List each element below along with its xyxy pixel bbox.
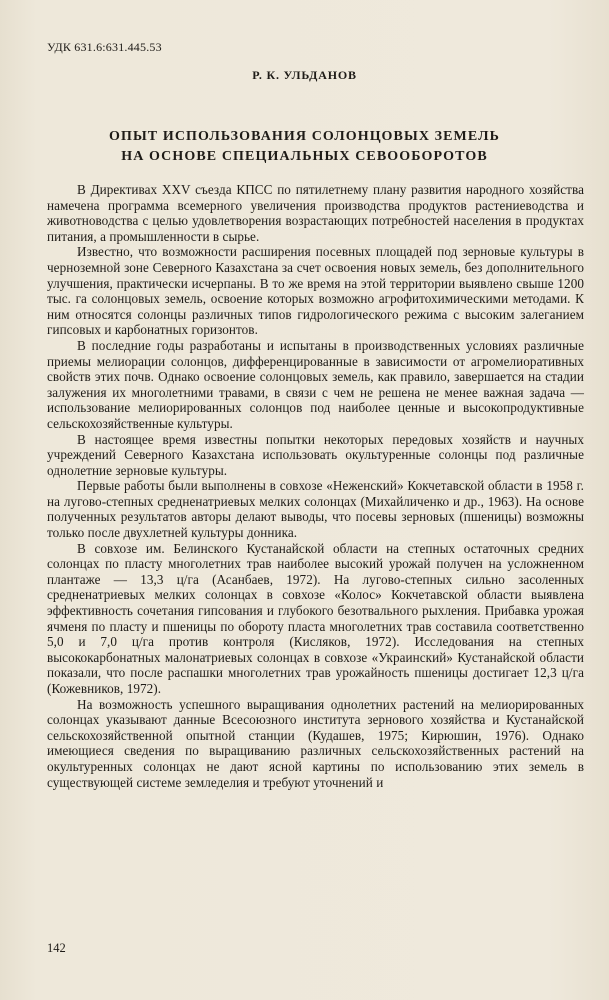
paragraph: Известно, что возможности расширения посевных площадей под зерновые культуры в черноземной зоне Северного Казахстана за счет освоения новых земель, без дополнительного улучшения, практически исчерпаны. В то же время на этой территории выявлено свыше 1200 тыс. га солонцовых земель, освоение которых возможно агрофитохимическими методами. К ним относятся солонцы различных типов гидрологического режима с высоким залеганием гипсовых и карбонатных горизонтов. [47, 244, 584, 338]
paragraph: На возможность успешного выращивания однолетних растений на мелиорированных солонцах указывают данные Всесоюзного института зернового хозяйства и Кустанайской сельскохозяйственной опытной станции (Кудашев, 1975; Кирюшин, 1976). Однако имеющиеся сведения по выращиванию различных сельскохозяйственных растений на окультуренных солонцах не дают ясной картины по использованию этих земель в существующей системе земледелия и требуют уточнений и [47, 696, 584, 790]
udc-code: УДК 631.6:631.445.53 [47, 40, 162, 54]
paragraph: В настоящее время известны попытки некоторых передовых хозяйств и научных учреждений Северного Казахстана использовать окультуренные солонцы под различные однолетние зерновые культуры. [47, 431, 584, 478]
article-title [0, 127, 609, 167]
paragraph: В последние годы разработаны и испытаны в производственных условиях различные приемы мелиорации солонцов, дифференцированные в зависимости от агромелиоративных свойств этих почв. Однако освоение солонцовых земель, как правило, завершается на стадии залужения их многолетними травами, в связи с чем не решена не менее важная задача — использование мелиорированных солонцов под наиболее ценные и высокопродуктивные сельскохозяйственные культуры. [47, 337, 584, 431]
author-name: Р. К. УЛЬДАНОВ [252, 68, 357, 82]
article-body [47, 182, 584, 790]
title-line-2: НА ОСНОВЕ СПЕЦИАЛЬНЫХ СЕВООБОРОТОВ [121, 149, 488, 164]
paragraph: В Директивах XXV съезда КПСС по пятилетнему плану развития народного хозяйства намечена программа всемерного увеличения производства продуктов растениеводства и животноводства с целью удовлетворения возрастающих потребностей населения в продуктах питания, а промышленности в сырье. [47, 182, 584, 244]
page-number: 142 [47, 941, 66, 955]
paragraph: Первые работы были выполнены в совхозе «Неженский» Кокчетавской области в 1958 г. на лугово-степных средненатриевых мелких солонцах (Михайличенко и др., 1963). На основе полученных результатов авторы делают выводы, что посевы зерновых (пшеницы) возможны только после двухлетней культуры донника. [47, 478, 584, 541]
paragraph: В совхозе им. Белинского Кустанайской области на степных остаточных средних солонцах по пласту многолетних трав наиболее высокий урожай получен на усложненном плантаже — 13,3 ц/га (Асанбаев, 1972). На лугово-степных сильно засоленных средненатриевых мелких солонцах в совхозе «Колос» Кокчетавской области выявлена эффективность сочетания гипсования и глубокого безотвального рыхления. Прибавка урожая ячменя по пласту и пшеницы по обороту пласта многолетних трав составила соответственно 5,0 и 7,0 ц/га против контроля (Кисляков, 1972). Исследования на степных высококарбонатных малонатриевых солонцах в совхозе «Украинский» Кустанайской области показали, что после распашки многолетних трав урожайность пшеницы достигает 12,3 ц/га (Кожевников, 1972). [47, 540, 584, 696]
title-line-1: ОПЫТ ИСПОЛЬЗОВАНИЯ СОЛОНЦОВЫХ ЗЕМЕЛЬ [108, 129, 501, 144]
